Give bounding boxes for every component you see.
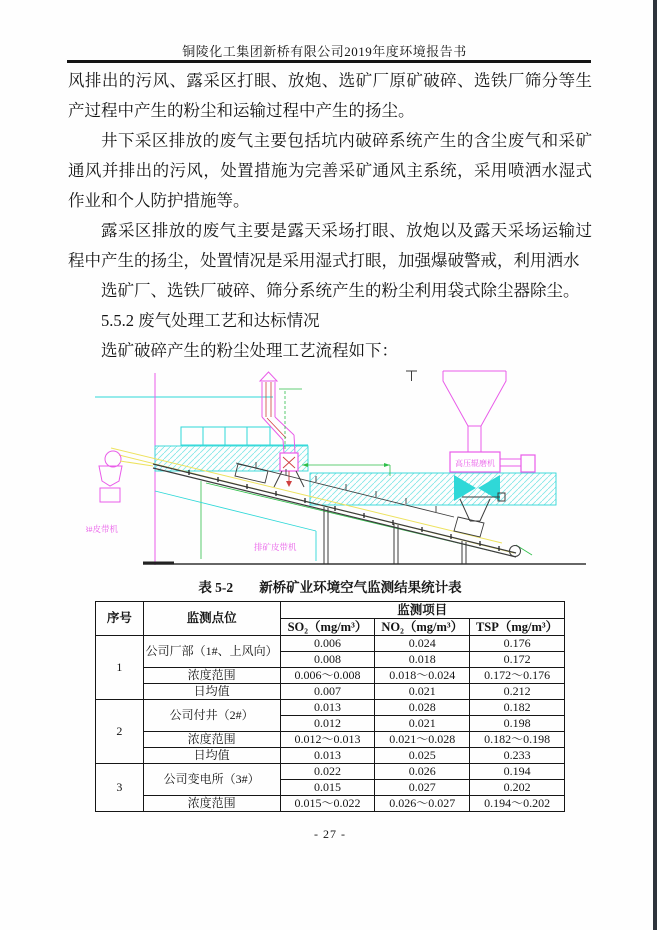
value-cell: 0.008 <box>280 652 375 668</box>
col-header-so2: SO₂（mg/m³） <box>280 619 375 636</box>
body-text <box>68 66 592 849</box>
cad-diagram-svg <box>86 369 588 570</box>
exhaust-stack <box>260 372 295 453</box>
daily-label-cell: 日均值 <box>143 684 280 700</box>
site-cell: 公司付井（2#） <box>143 700 280 732</box>
discharge-belt-label: 排矿皮带机 <box>254 542 297 552</box>
value-cell: 0.018 <box>375 652 470 668</box>
value-cell: 0.021～0.028 <box>375 732 470 748</box>
table-caption: 新桥矿业环境空气监测结果统计表 <box>259 580 462 595</box>
value-cell: 0.026～0.027 <box>375 796 470 812</box>
air-monitoring-table <box>95 601 565 812</box>
dust-process-diagram <box>86 369 588 570</box>
datum-mark <box>406 371 417 381</box>
seq-cell: 2 <box>96 700 144 764</box>
roller-mill-unit <box>443 371 535 472</box>
table-title <box>68 579 592 597</box>
col-header-seq: 序号 <box>96 602 144 636</box>
value-cell: 0.015～0.022 <box>280 796 375 812</box>
value-cell: 0.021 <box>375 684 470 700</box>
site-cell: 公司变电所（3#） <box>143 764 280 796</box>
col-header-items: 监测项目 <box>280 602 564 619</box>
value-cell: 0.021 <box>375 716 470 732</box>
range-label-cell: 浓度范围 <box>143 668 280 684</box>
page-header-title: 铜陵化工集团新桥有限公司2019年度环境报告书 <box>182 44 467 59</box>
col-header-no2: NO₂（mg/m³） <box>375 619 470 636</box>
value-cell: 0.176 <box>470 636 565 652</box>
belt3-label: 3#皮带机 <box>86 524 119 534</box>
roller-mill-label: 高压辊磨机 <box>455 459 495 468</box>
value-cell: 0.182 <box>470 700 565 716</box>
site-cell: 公司厂部（1#、上风向） <box>143 636 280 668</box>
value-cell: 0.006 <box>280 636 375 652</box>
value-cell: 0.012～0.013 <box>280 732 375 748</box>
col-header-site: 监测点位 <box>143 602 280 636</box>
value-cell: 0.006～0.008 <box>280 668 375 684</box>
value-cell: 0.027 <box>375 780 470 796</box>
mill-chute <box>460 493 505 521</box>
table-row <box>96 700 565 716</box>
value-cell: 0.182～0.198 <box>470 732 565 748</box>
floor-slab-right <box>310 473 556 505</box>
paragraph-underground-exhaust: 井下采区排放的废气主要包括坑内破碎系统产生的含尘废气和采矿通风并排出的污风，处置措施为完善采矿通风主系统，采用喷洒水湿式作业和个人防护措施等。 <box>68 131 592 210</box>
value-cell: 0.198 <box>470 716 565 732</box>
value-cell: 0.172 <box>470 652 565 668</box>
value-cell: 0.013 <box>280 748 375 764</box>
seq-cell: 3 <box>96 764 144 812</box>
value-cell: 0.025 <box>375 748 470 764</box>
table-row <box>96 636 565 652</box>
paragraph-openpit-exhaust: 露采区排放的废气主要是露天采场打眼、放炮以及露天采场运输过程中产生的扬尘，处置情况是采用湿式打眼，加强爆破警戒，利用洒水 <box>68 221 592 270</box>
page-number: - 27 - <box>314 827 346 841</box>
value-cell: 0.212 <box>470 684 565 700</box>
table-row <box>96 796 565 812</box>
table-number: 表 5-2 <box>198 580 234 595</box>
value-cell: 0.028 <box>375 700 470 716</box>
value-cell: 0.007 <box>280 684 375 700</box>
table-row <box>96 684 565 700</box>
value-cell: 0.012 <box>280 716 375 732</box>
value-cell: 0.015 <box>280 780 375 796</box>
seq-cell: 1 <box>96 636 144 700</box>
value-cell: 0.172～0.176 <box>470 668 565 684</box>
value-cell: 0.026 <box>375 764 470 780</box>
paragraph-bag-filter: 选矿厂、选铁厂破碎、筛分系统产生的粉尘利用袋式除尘器除尘。 <box>101 281 580 300</box>
value-cell: 0.194～0.202 <box>470 796 565 812</box>
value-cell: 0.013 <box>280 700 375 716</box>
table-row <box>96 668 565 684</box>
paragraph-dust-sources: 风排出的污风、露采区打眼、放炮、选矿厂原矿破碎、选铁厂筛分等生产过程中产生的粉尘和运输过程中产生的扬尘。 <box>68 71 592 120</box>
table-row <box>96 764 565 780</box>
scan-border <box>653 0 657 930</box>
table-row <box>96 732 565 748</box>
range-label-cell: 浓度范围 <box>143 796 280 812</box>
value-cell: 0.024 <box>375 636 470 652</box>
value-cell: 0.022 <box>280 764 375 780</box>
col-header-tsp: TSP（mg/m³） <box>470 619 565 636</box>
daily-label-cell: 日均值 <box>143 748 280 764</box>
table-row <box>96 748 565 764</box>
value-cell: 0.194 <box>470 764 565 780</box>
section-heading-552: 5.5.2 废气处理工艺和达标情况 <box>101 311 320 330</box>
header-divider <box>67 60 591 63</box>
paragraph-process-intro: 选矿破碎产生的粉尘处理工艺流程如下： <box>101 341 398 360</box>
value-cell: 0.018～0.024 <box>375 668 470 684</box>
feed-equipment <box>99 451 122 502</box>
value-cell: 0.202 <box>470 780 565 796</box>
range-label-cell: 浓度范围 <box>143 732 280 748</box>
value-cell: 0.233 <box>470 748 565 764</box>
